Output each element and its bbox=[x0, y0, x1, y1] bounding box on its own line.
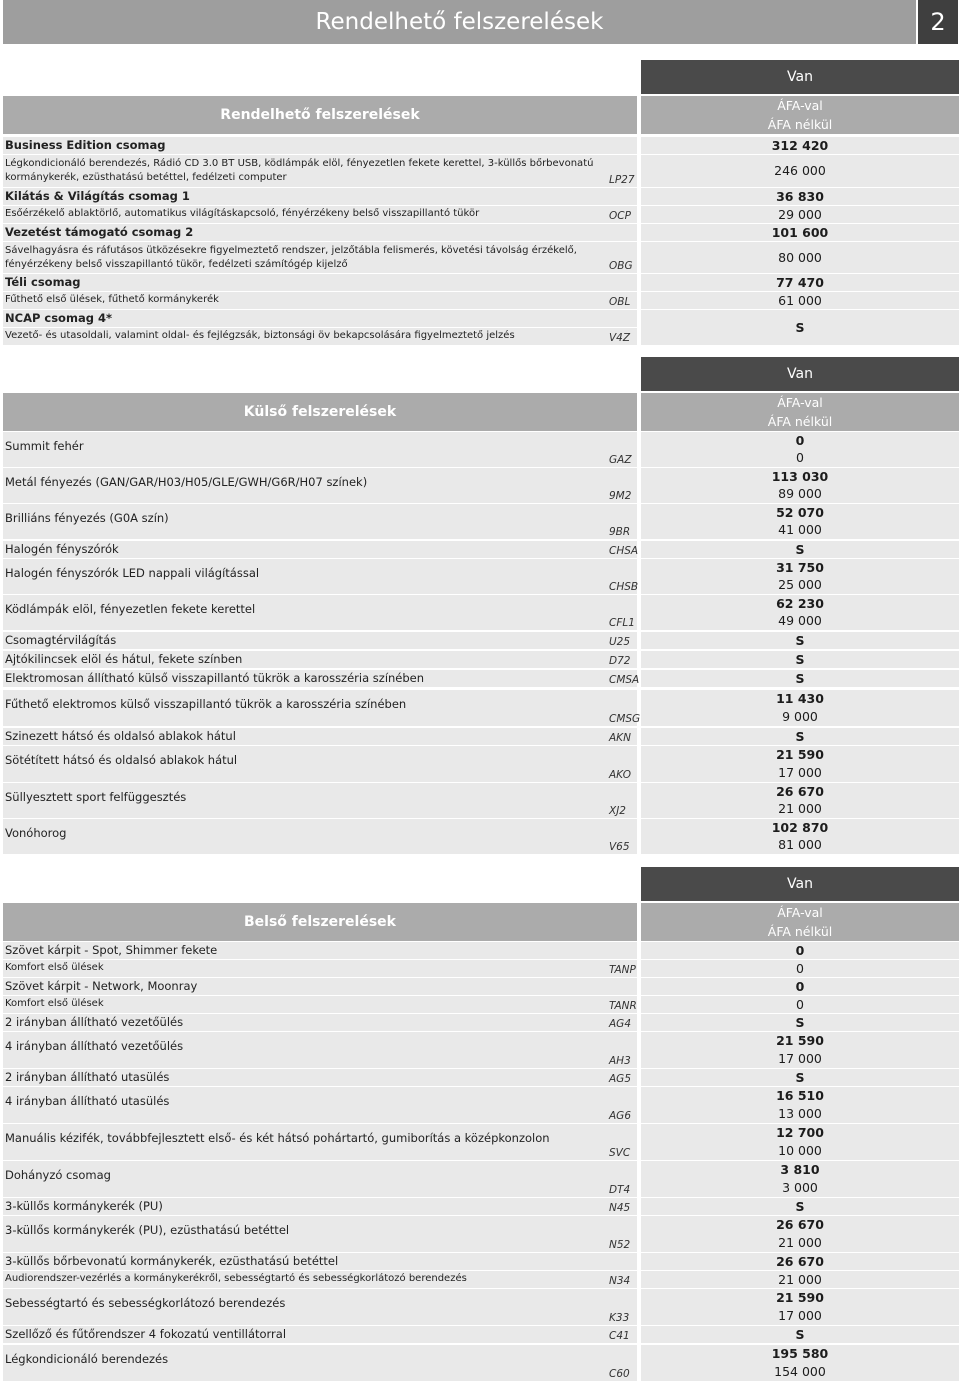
row-description bbox=[3, 310, 637, 327]
price-cell bbox=[641, 155, 959, 187]
table-row bbox=[3, 1271, 959, 1288]
item-name: 2 irányban állítható vezetőülés bbox=[5, 1015, 184, 1029]
row-description bbox=[3, 1014, 637, 1031]
item-name: 3-küllős kormánykerék (PU), ezüsthatású betéttel bbox=[5, 1223, 290, 1237]
table-row bbox=[3, 1289, 959, 1325]
price-gross: 101 600 bbox=[771, 225, 829, 240]
price-value: S bbox=[795, 633, 805, 648]
option-code: AG6 bbox=[609, 1110, 631, 1122]
item-name: Vonóhorog bbox=[5, 826, 67, 840]
price-gross: 21 590 bbox=[776, 1290, 824, 1305]
row-description bbox=[3, 1069, 637, 1086]
table-row bbox=[3, 728, 959, 745]
item-name: Fűthető első ülések, fűthető kormánykerék bbox=[5, 294, 219, 305]
afa-nelkul-label: ÁFA nélkül bbox=[767, 117, 833, 132]
price-column-header bbox=[641, 393, 959, 431]
afa-nelkul-label: ÁFA nélkül bbox=[767, 414, 833, 429]
table-row bbox=[3, 1161, 959, 1197]
option-code: OBG bbox=[609, 260, 633, 272]
price-value: S bbox=[795, 652, 805, 667]
table-row bbox=[3, 559, 959, 594]
price-column-header bbox=[641, 96, 959, 134]
item-name: Audiorendszer-vezérlés a kormánykerékről, sebességtartó és sebességkorlátozó berendezés bbox=[5, 1273, 467, 1284]
price-net: 9 000 bbox=[782, 709, 818, 724]
option-code: C41 bbox=[609, 1330, 630, 1342]
price-cell bbox=[641, 224, 959, 241]
table-row bbox=[3, 432, 959, 467]
row-description bbox=[3, 960, 637, 977]
option-code: 9M2 bbox=[609, 490, 632, 502]
price-value: 61 000 bbox=[778, 293, 822, 308]
item-name: 2 irányban állítható utasülés bbox=[5, 1070, 170, 1084]
afa-nelkul-label: ÁFA nélkül bbox=[767, 924, 833, 939]
price-cell bbox=[641, 670, 959, 687]
price-cell bbox=[641, 651, 959, 668]
price-gross: 52 070 bbox=[776, 505, 824, 520]
page-number: 2 bbox=[918, 0, 958, 44]
van-header: Van bbox=[641, 867, 959, 901]
item-name: Halogén fényszórók LED nappali világítással bbox=[5, 566, 260, 580]
option-code: U25 bbox=[609, 636, 631, 648]
option-code: LP27 bbox=[609, 174, 635, 186]
table-row bbox=[3, 274, 959, 291]
price-cell bbox=[641, 1014, 959, 1031]
row-description bbox=[3, 1124, 637, 1160]
price-net: 41 000 bbox=[778, 522, 822, 537]
option-code: C60 bbox=[609, 1368, 630, 1380]
price-cell bbox=[641, 783, 959, 818]
item-name: Szövet kárpit - Network, Moonray bbox=[5, 979, 198, 993]
van-header: Van bbox=[641, 357, 959, 391]
option-code: CHSB bbox=[609, 581, 639, 593]
item-name: Komfort első ülések bbox=[5, 962, 104, 973]
price-cell bbox=[641, 1289, 959, 1325]
row-description bbox=[3, 632, 637, 649]
table-row bbox=[3, 1253, 959, 1270]
option-code: CMSA bbox=[609, 674, 640, 686]
row-description bbox=[3, 1289, 637, 1325]
table-row bbox=[3, 996, 959, 1013]
option-code: AG5 bbox=[609, 1073, 631, 1085]
row-description bbox=[3, 1253, 637, 1270]
page-title: Rendelhető felszerelések bbox=[315, 9, 604, 35]
option-code: SVC bbox=[609, 1147, 631, 1159]
option-code: N45 bbox=[609, 1202, 631, 1214]
item-name: Szövet kárpit - Spot, Shimmer fekete bbox=[5, 943, 218, 957]
price-column-header bbox=[641, 903, 959, 941]
price-net: 25 000 bbox=[778, 577, 822, 592]
table-row bbox=[3, 1087, 959, 1123]
price-cell bbox=[641, 996, 959, 1013]
price-cell bbox=[641, 1032, 959, 1068]
price-cell bbox=[641, 432, 959, 467]
option-code: AH3 bbox=[609, 1055, 631, 1067]
price-gross: 0 bbox=[795, 943, 805, 958]
price-gross: 0 bbox=[795, 433, 805, 448]
afa-val-label: ÁFA-val bbox=[777, 395, 823, 410]
price-cell bbox=[641, 504, 959, 539]
section-2 bbox=[3, 357, 959, 853]
price-net: 21 000 bbox=[778, 1235, 822, 1250]
item-name-line: Sávelhagyásra és ráfutásos ütközésekre figyelmeztető rendszer, jelzőtábla felismerés, követési távolság érzékelő, bbox=[5, 245, 577, 256]
price-cell bbox=[641, 942, 959, 959]
item-name: Dohányzó csomag bbox=[5, 1168, 111, 1182]
item-name: 3-küllős kormánykerék (PU) bbox=[5, 1199, 163, 1213]
option-code: AKN bbox=[609, 732, 631, 744]
price-cell bbox=[641, 1326, 959, 1343]
table-row bbox=[3, 1124, 959, 1160]
row-description bbox=[3, 137, 637, 154]
item-name: Vezetést támogató csomag 2 bbox=[5, 225, 194, 239]
item-name: Manuális kézifék, továbbfejlesztett első- és két hátsó pohártartó, gumiborítás a középkonzolon bbox=[5, 1131, 550, 1145]
table-row bbox=[3, 978, 959, 995]
price-gross: 3 810 bbox=[780, 1162, 820, 1177]
price-gross: 26 670 bbox=[776, 1254, 824, 1269]
price-value: 21 000 bbox=[778, 1272, 822, 1287]
table-row bbox=[3, 942, 959, 959]
option-code: AKO bbox=[609, 769, 632, 781]
row-description bbox=[3, 728, 637, 745]
price-cell bbox=[641, 690, 959, 726]
price-gross: 26 670 bbox=[776, 1217, 824, 1232]
item-name: Vezető- és utasoldali, valamint oldal- és fejlégzsák, biztonsági öv bekapcsolására figyelmeztető jelzés bbox=[5, 330, 515, 341]
row-description bbox=[3, 746, 637, 782]
afa-val-label: ÁFA-val bbox=[777, 905, 823, 920]
row-description bbox=[3, 1216, 637, 1252]
price-gross: 31 750 bbox=[776, 560, 824, 575]
price-gross: 21 590 bbox=[776, 747, 824, 762]
price-gross: 102 870 bbox=[771, 820, 829, 835]
price-net: 49 000 bbox=[778, 613, 822, 628]
table-row bbox=[3, 1216, 959, 1252]
item-name: Fűthető elektromos külső visszapillantó tükrök a karosszéria színében bbox=[5, 697, 407, 711]
option-code: CHSA bbox=[609, 545, 639, 557]
row-description bbox=[3, 978, 637, 995]
price-net: 89 000 bbox=[778, 486, 822, 501]
item-name: NCAP csomag 4* bbox=[5, 311, 112, 325]
row-description bbox=[3, 224, 637, 241]
price-value: S bbox=[795, 1070, 805, 1085]
price-value: 0 bbox=[796, 997, 804, 1012]
price-cell bbox=[641, 1087, 959, 1123]
price-cell bbox=[641, 595, 959, 630]
section-title: Belső felszerelések bbox=[3, 903, 637, 941]
table-row bbox=[3, 292, 959, 309]
item-name: Csomagtérvilágítás bbox=[5, 633, 117, 647]
price-cell bbox=[641, 292, 959, 309]
table-row bbox=[3, 224, 959, 241]
price-gross: 36 830 bbox=[776, 189, 824, 204]
item-name: 4 irányban állítható vezetőülés bbox=[5, 1039, 184, 1053]
row-description bbox=[3, 690, 641, 726]
table-row bbox=[3, 1326, 959, 1343]
price-cell bbox=[641, 1271, 959, 1288]
row-description bbox=[3, 651, 637, 668]
row-description bbox=[3, 468, 637, 503]
option-code: GAZ bbox=[609, 454, 632, 466]
item-name: Sötétített hátsó és oldalsó ablakok hátul bbox=[5, 753, 238, 767]
option-code: XJ2 bbox=[609, 805, 626, 817]
section-1 bbox=[3, 60, 959, 344]
item-name bbox=[5, 244, 577, 272]
price-net: 21 000 bbox=[778, 801, 822, 816]
row-description bbox=[3, 274, 637, 291]
row-description bbox=[3, 595, 637, 630]
row-description bbox=[3, 1161, 637, 1197]
item-name: Elektromosan állítható külső visszapillantó tükrök a karosszéria színében bbox=[5, 671, 425, 685]
row-description bbox=[3, 942, 637, 959]
item-name: Téli csomag bbox=[5, 275, 81, 289]
price-cell bbox=[641, 1069, 959, 1086]
price-gross: 195 580 bbox=[771, 1346, 829, 1361]
row-description bbox=[3, 670, 640, 687]
item-name: Kilátás & Világítás csomag 1 bbox=[5, 189, 190, 203]
price-net: 0 bbox=[796, 450, 804, 465]
row-description bbox=[3, 1326, 637, 1343]
price-net: 154 000 bbox=[774, 1364, 826, 1379]
table-row bbox=[3, 960, 959, 977]
price-value: S bbox=[795, 729, 805, 744]
option-code: OCP bbox=[609, 210, 631, 222]
price-net: 17 000 bbox=[778, 765, 822, 780]
ncap-price-cell: S bbox=[641, 310, 959, 345]
price-net: 17 000 bbox=[778, 1051, 822, 1066]
row-description bbox=[3, 819, 637, 854]
item-name: Szellőző és fűtőrendszer 4 fokozatú ventillátorral bbox=[5, 1327, 287, 1341]
price-net: 81 000 bbox=[778, 837, 822, 852]
item-name: 4 irányban állítható utasülés bbox=[5, 1094, 170, 1108]
section-3 bbox=[3, 867, 959, 1380]
table-row bbox=[3, 137, 959, 154]
row-description bbox=[3, 541, 637, 558]
price-cell bbox=[641, 632, 959, 649]
price-cell bbox=[641, 1124, 959, 1160]
price-gross: 113 030 bbox=[771, 469, 829, 484]
table-row bbox=[3, 468, 959, 503]
price-cell bbox=[641, 242, 959, 273]
page-header bbox=[3, 0, 916, 44]
price-cell bbox=[641, 274, 959, 291]
table-row bbox=[3, 632, 959, 649]
table-row bbox=[3, 1069, 959, 1086]
price-cell bbox=[641, 819, 959, 854]
price-cell bbox=[641, 746, 959, 782]
price-cell bbox=[641, 1198, 959, 1215]
option-code: K33 bbox=[609, 1312, 630, 1324]
table-row bbox=[3, 670, 959, 687]
item-name: Esőérzékelő ablaktörlő, automatikus világításkapcsoló, fényérzékeny belső visszapillantó tükör bbox=[5, 208, 480, 219]
row-description bbox=[3, 1198, 637, 1215]
price-cell bbox=[641, 960, 959, 977]
item-name-line: kormánykerék, ezüsthatású betéttel, fedélzeti computer bbox=[5, 172, 287, 183]
row-description bbox=[3, 996, 637, 1013]
price-cell bbox=[641, 188, 959, 205]
table-row bbox=[3, 541, 959, 558]
item-name: Légkondicionáló berendezés bbox=[5, 1352, 169, 1366]
price-cell bbox=[641, 559, 959, 594]
option-code: TANP bbox=[609, 964, 636, 976]
row-description bbox=[3, 559, 637, 594]
row-description bbox=[3, 155, 637, 187]
item-name: Sebességtartó és sebességkorlátozó berendezés bbox=[5, 1296, 286, 1310]
price-value: 80 000 bbox=[778, 250, 822, 265]
price-gross: 12 700 bbox=[776, 1125, 824, 1140]
table-row bbox=[3, 783, 959, 818]
price-gross: 21 590 bbox=[776, 1033, 824, 1048]
table-row bbox=[3, 1032, 959, 1068]
price-gross: 0 bbox=[795, 979, 805, 994]
table-row bbox=[3, 188, 959, 205]
item-name: Business Edition csomag bbox=[5, 138, 166, 152]
price-gross: 16 510 bbox=[776, 1088, 824, 1103]
price-gross: 62 230 bbox=[776, 596, 824, 611]
price-gross: 312 420 bbox=[771, 138, 829, 153]
option-code: OBL bbox=[609, 296, 631, 308]
item-name: Summit fehér bbox=[5, 439, 84, 453]
price-gross: 11 430 bbox=[776, 691, 824, 706]
van-header: Van bbox=[641, 60, 959, 94]
table-row bbox=[3, 651, 959, 668]
price-net: 13 000 bbox=[778, 1106, 822, 1121]
option-code: 9BR bbox=[609, 526, 631, 538]
price-cell bbox=[641, 468, 959, 503]
table-row bbox=[3, 595, 959, 630]
row-description bbox=[3, 783, 637, 818]
item-name: Komfort első ülések bbox=[5, 998, 104, 1009]
table-row bbox=[3, 504, 959, 539]
table-row bbox=[3, 1198, 959, 1215]
option-code: D72 bbox=[609, 655, 631, 667]
table-row bbox=[3, 242, 959, 273]
section-title: Rendelhető felszerelések bbox=[3, 96, 637, 134]
row-description bbox=[3, 432, 637, 467]
price-value: S bbox=[795, 671, 805, 686]
item-name: Szinezett hátsó és oldalsó ablakok hátul bbox=[5, 729, 236, 743]
row-description bbox=[3, 504, 637, 539]
section-title: Külső felszerelések bbox=[3, 393, 637, 431]
row-description bbox=[3, 292, 637, 309]
item-name: Metál fényezés (GAN/GAR/H03/H05/GLE/GWH/G6R/H07 színek) bbox=[5, 475, 368, 489]
option-code: N52 bbox=[609, 1239, 631, 1251]
row-description bbox=[3, 1032, 637, 1068]
table-row bbox=[3, 155, 959, 187]
item-name-line: fényérzékeny belső visszapillantó tükör, fedélzeti számítógép kijelző bbox=[5, 259, 348, 270]
row-description bbox=[3, 1345, 637, 1381]
table-row bbox=[3, 1014, 959, 1031]
price-value: S bbox=[795, 542, 805, 557]
row-description bbox=[3, 206, 637, 223]
price-value: 0 bbox=[796, 961, 804, 976]
item-name bbox=[5, 157, 593, 185]
price-net: 3 000 bbox=[782, 1180, 818, 1195]
price-gross: 26 670 bbox=[776, 784, 824, 799]
price-cell bbox=[641, 978, 959, 995]
table-row bbox=[3, 206, 959, 223]
item-name: Brilliáns fényezés (G0A szín) bbox=[5, 511, 169, 525]
option-code: AG4 bbox=[609, 1018, 631, 1030]
row-description bbox=[3, 242, 637, 273]
price-value: S bbox=[795, 1327, 805, 1342]
price-cell bbox=[641, 1216, 959, 1252]
row-description bbox=[3, 1087, 637, 1123]
item-name: 3-küllős bőrbevonatú kormánykerék, ezüsthatású betéttel bbox=[5, 1254, 339, 1268]
item-name: Süllyesztett sport felfüggesztés bbox=[5, 790, 187, 804]
price-cell bbox=[641, 137, 959, 154]
price-cell bbox=[641, 541, 959, 558]
item-name: Ködlámpák elöl, fényezetlen fekete kerettel bbox=[5, 602, 256, 616]
price-cell bbox=[641, 1345, 959, 1381]
price-cell bbox=[641, 1253, 959, 1270]
price-value: 246 000 bbox=[774, 163, 826, 178]
option-code: DT4 bbox=[609, 1184, 631, 1196]
price-cell bbox=[641, 728, 959, 745]
row-description bbox=[3, 1271, 637, 1288]
price-cell bbox=[641, 206, 959, 223]
option-code: CFL1 bbox=[609, 617, 635, 629]
item-name: Halogén fényszórók bbox=[5, 542, 119, 556]
price-gross: 77 470 bbox=[776, 275, 824, 290]
price-value: S bbox=[795, 1199, 805, 1214]
item-name: Ajtókilincsek elöl és hátul, fekete színben bbox=[5, 652, 243, 666]
table-row bbox=[3, 746, 959, 782]
row-description bbox=[3, 328, 637, 345]
price-cell bbox=[641, 1161, 959, 1197]
option-code: TANR bbox=[609, 1000, 637, 1012]
item-name-line: Légkondicionáló berendezés, Rádió CD 3.0 BT USB, ködlámpák elöl, fényezetlen fekete kerettel, 3-küllős bőrbevonatú bbox=[5, 158, 594, 169]
price-value: S bbox=[795, 1015, 805, 1030]
option-code: N34 bbox=[609, 1275, 631, 1287]
price-net: 10 000 bbox=[778, 1143, 822, 1158]
price-value: 29 000 bbox=[778, 207, 822, 222]
afa-val-label: ÁFA-val bbox=[777, 98, 823, 113]
option-code: CMSG bbox=[609, 713, 641, 725]
option-code: V65 bbox=[609, 841, 630, 853]
table-row bbox=[3, 690, 959, 726]
table-row bbox=[3, 819, 959, 854]
price-net: 17 000 bbox=[778, 1308, 822, 1323]
row-description bbox=[3, 188, 637, 205]
table-row bbox=[3, 1345, 959, 1381]
option-code: V4Z bbox=[609, 332, 631, 344]
